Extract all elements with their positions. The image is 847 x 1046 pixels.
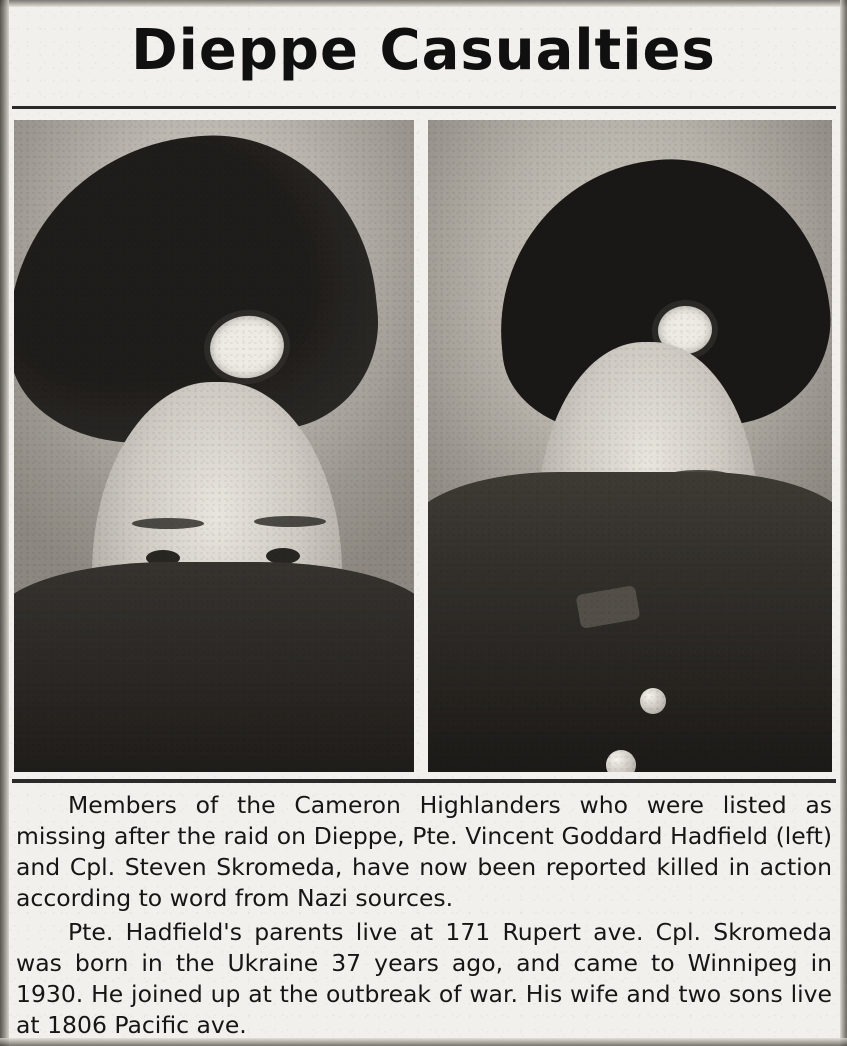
caption-paragraph-1: Members of the Cameron Highlanders who were listed as missing after the raid on Dieppe, Pte. Vincent Goddard Hadfield (left) and Cpl. Steven Skromeda, have now been reported killed in action according to word from Nazi sources. bbox=[16, 791, 832, 912]
halftone-grain bbox=[14, 120, 414, 772]
photo-row bbox=[14, 120, 832, 772]
clipping-edge-top bbox=[0, 0, 847, 7]
headline: Dieppe Casualties bbox=[131, 18, 716, 83]
photo-caption bbox=[16, 790, 832, 1043]
caption-paragraph-2: Pte. Hadfield's parents live at 171 Rupert ave. Cpl. Skromeda was born in the Ukraine 37 years ago, and came to Winnipeg in 1930. He joined up at the outbreak of war. His wife and two sons live at 1806 Pacific ave. bbox=[16, 918, 832, 1039]
horizontal-rule-bottom bbox=[12, 779, 836, 783]
portrait-photo-right bbox=[428, 120, 832, 772]
horizontal-rule-top bbox=[12, 106, 836, 109]
portrait-photo-left bbox=[14, 120, 414, 772]
clipping-edge-right bbox=[840, 0, 847, 1046]
halftone-grain bbox=[428, 120, 832, 772]
clipping-edge-left bbox=[0, 0, 9, 1046]
